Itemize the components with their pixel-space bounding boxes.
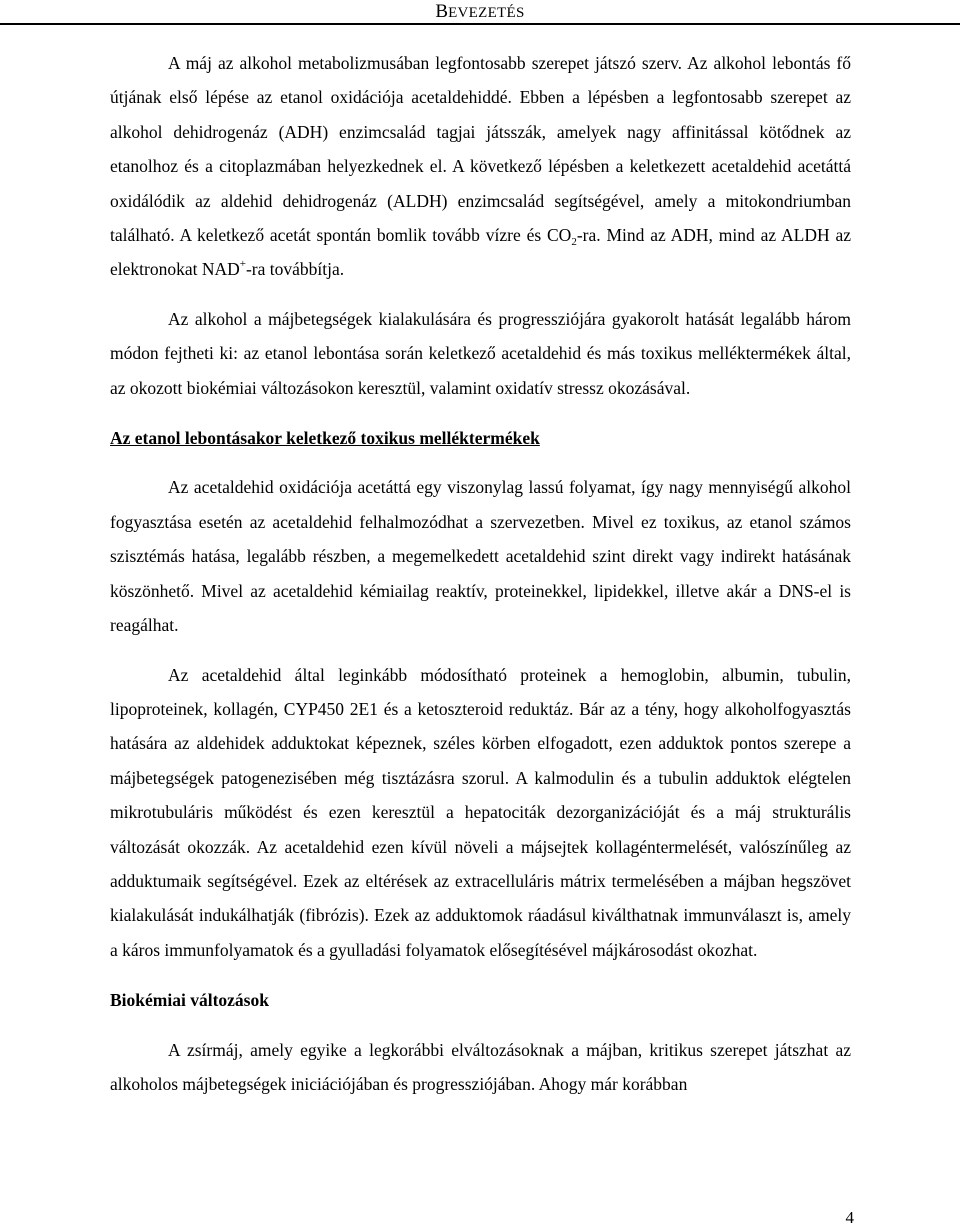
header-title-rest: EVEZETÉS [448, 5, 525, 21]
header-divider [0, 23, 960, 25]
heading-toxic-byproducts: Az etanol lebontásakor keletkező toxikus melléktermékek [110, 428, 540, 449]
body-text [110, 46, 851, 1101]
paragraph-liver-disease-mechanisms: Az alkohol a májbetegségek kialakulására és progressziójára gyakorolt hatását legalább három módon fejtheti ki: az etanol lebontása során keletkező acetaldehid és más toxikus melléktermékek által, az okozott biokémiai változásokon keresztül, valamint oxidatív stressz okozásával. [110, 308, 851, 398]
heading-biochemical-changes: Biokémiai változások [110, 990, 269, 1011]
superscript-plus: + [239, 258, 246, 271]
paragraph-acetaldehyde-proteins: Az acetaldehid által leginkább módosítható proteinek a hemoglobin, albumin, tubulin, lipoproteinek, kollagén, CYP450 2E1 és a ketoszteroid reduktáz. Bár az a tény, hogy alkoholfogyasztás hatására az aldehidek adduktokat képeznek, széles körben elfogadott, ezen adduktok pontos szerepe a májbetegségek patogenezisében még tisztázásra szorul. A kalmodulin és a tubulin adduktok elégtelen mikrotubuláris működést és ezen keresztül a hepatociták dezorganizációját és a máj strukturális változását okozzák. Az acetaldehid ezen kívül növeli a májsejtek kollagéntermelését, valószínűleg az adduktumaik segítségével. Ezek az eltérések az extracelluláris mátrix termelésében a májban hegszövet kialakulását indukálhatják (fibrózis). Ezek az adduktomok ráadásul kiválthatnak immunválaszt is, amely a káros immunfolyamatok és a gyulladási folyamatok elősegítésével májkárosodást okozhat. [110, 664, 851, 960]
page-number: 4 [845, 1208, 854, 1227]
paragraph-metabolism: A máj az alkohol metabolizmusában legfontosabb szerepet játszó szerv. Az alkohol lebontás fő útjának első lépése az etanol oxidációja acetaldehiddé. Ebben a lépésben a legfontosabb szerepet az alkohol dehidrogenáz (ADH) enzimcsalád tagjai játsszák, amelyek nagy affinitással kötődnek az etanolhoz és a citoplazmában helyezkednek el. A következő lépésben a keletkezett acetaldehid acetáttá oxidálódik az aldehid dehidrogenáz (ALDH) enzimcsalád segítségével, amely a mitokondriumban található. A keletkező acetát spontán bomlik tovább vízre és $CO_2-ra$. Mind az ADH, mind az ALDH az elektronokat NAD+-ra továbbítja. [110, 53, 851, 280]
paragraph-fatty-liver: A zsírmáj, amely egyike a legkorábbi elváltozásoknak a májban, kritikus szerepet játszhat az alkoholos májbetegségek iniciációjában és progressziójában. Ahogy már korábban [110, 1039, 851, 1094]
paragraph-acetaldehyde-oxidation: Az acetaldehid oxidációja acetáttá egy viszonylag lassú folyamat, így nagy mennyiségű alkohol fogyasztása esetén az acetaldehid felhalmozódhat a szervezetben. Mivel ez toxikus, az etanol számos szisztémás hatása, legalább részben, a megemelkedett acetaldehid szint direkt vagy indirekt hatásának köszönhető. Mivel az acetaldehid kémiailag reaktív, proteinekkel, lipidekkel, illetve akár a DNS-el is reagálhat. [110, 477, 851, 636]
header-title-initial: B [435, 1, 449, 22]
running-header [0, 0, 960, 25]
subscript-2: 2 [571, 236, 577, 249]
